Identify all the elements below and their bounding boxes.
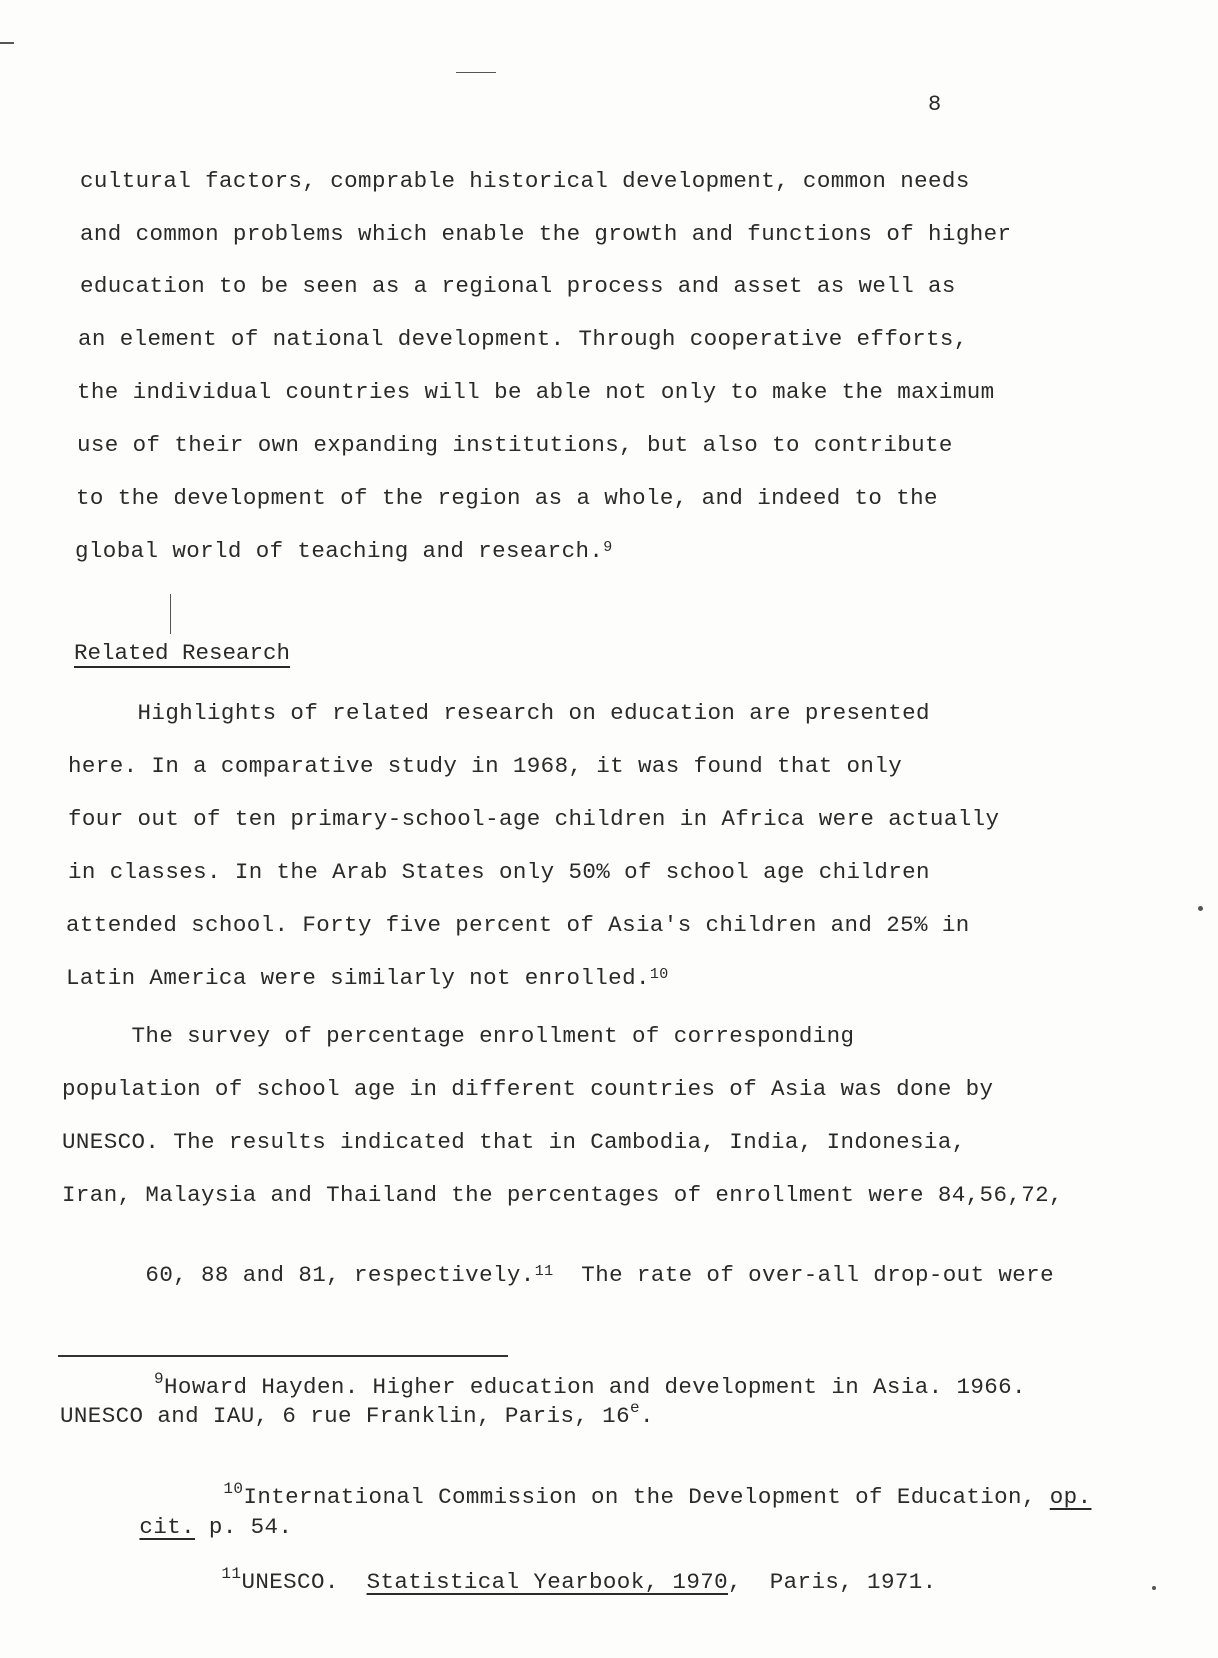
footnote-ref-10: 10 bbox=[649, 966, 669, 983]
superscript: e bbox=[630, 1399, 641, 1417]
text-line: UNESCO. The results indicated that in Cambodia, India, Indonesia, bbox=[62, 1129, 966, 1155]
text-line-content: Latin America were similarly not enrolled. bbox=[66, 965, 650, 991]
text-line-content: global world of teaching and research. bbox=[75, 538, 604, 564]
text-line: four out of ten primary-school-age children in Africa were actually bbox=[68, 806, 1000, 832]
footnote-ref-9: 9 bbox=[603, 539, 613, 556]
scan-artifact bbox=[1152, 1586, 1156, 1590]
text-line: education to be seen as a regional process and asset as well as bbox=[80, 273, 956, 299]
text-line: Iran, Malaysia and Thailand the percentages of enrollment were 84,56,72, bbox=[62, 1182, 1063, 1208]
text-line: use of their own expanding institutions, but also to contribute bbox=[77, 432, 953, 458]
footnote-number: 10 bbox=[223, 1480, 244, 1498]
text-line-content: The rate of over-all drop-out were bbox=[553, 1262, 1054, 1288]
section-heading: Related Research bbox=[74, 640, 291, 666]
text-line: The survey of percentage enrollment of corresponding bbox=[62, 1023, 855, 1049]
text-line bbox=[62, 1236, 1054, 1314]
footnote-divider bbox=[58, 1355, 508, 1357]
footnote-11 bbox=[60, 1543, 937, 1621]
text-line: cultural factors, comprable historical development, common needs bbox=[80, 168, 970, 194]
footnote-9-continued bbox=[60, 1399, 654, 1429]
footnote-number: 11 bbox=[221, 1565, 242, 1583]
text-line: and common problems which enable the growth and functions of higher bbox=[80, 221, 1012, 247]
footnote-text: UNESCO. bbox=[241, 1569, 367, 1595]
scan-artifact bbox=[170, 594, 171, 634]
footnote-text: . bbox=[640, 1403, 654, 1429]
text-line: an element of national development. Through cooperative efforts, bbox=[78, 326, 968, 352]
footnote-9 bbox=[60, 1370, 1026, 1400]
text-line: attended school. Forty five percent of Asia's children and 25% in bbox=[66, 912, 970, 938]
text-line: Highlights of related research on education are presented bbox=[68, 700, 930, 726]
scan-artifact bbox=[456, 72, 496, 73]
text-line: population of school age in different countries of Asia was done by bbox=[62, 1076, 994, 1102]
footnote-text: UNESCO and IAU, 6 rue Franklin, Paris, 16 bbox=[60, 1403, 630, 1429]
footnote-text: International Commission on the Development of Education, bbox=[243, 1484, 1050, 1510]
page-number: 8 bbox=[928, 92, 942, 117]
text-line: here. In a comparative study in 1968, it was found that only bbox=[68, 753, 903, 779]
text-line: in classes. In the Arab States only 50% of school age children bbox=[68, 859, 930, 885]
scan-artifact bbox=[0, 42, 14, 44]
footnote-title: Statistical Yearbook, 1970 bbox=[366, 1569, 729, 1595]
footnote-italic-ref: op. bbox=[1049, 1484, 1092, 1510]
text-line: the individual countries will be able not only to make the maximum bbox=[77, 379, 995, 405]
text-line bbox=[75, 538, 613, 564]
text-line-content: 60, 88 and 81, respectively. bbox=[145, 1262, 535, 1288]
footnote-italic-ref: cit. bbox=[139, 1514, 196, 1540]
text-line: to the development of the region as a whole, and indeed to the bbox=[76, 485, 938, 511]
footnote-text: , Paris, 1971. bbox=[728, 1569, 937, 1595]
footnote-text: Howard Hayden. Higher education and development in Asia. 1966. bbox=[164, 1374, 1026, 1400]
footnote-text: p. 54. bbox=[195, 1514, 293, 1540]
footnote-ref-11: 11 bbox=[534, 1263, 554, 1280]
scan-artifact bbox=[1198, 906, 1203, 911]
footnote-number: 9 bbox=[154, 1370, 165, 1388]
text-line bbox=[66, 965, 669, 991]
